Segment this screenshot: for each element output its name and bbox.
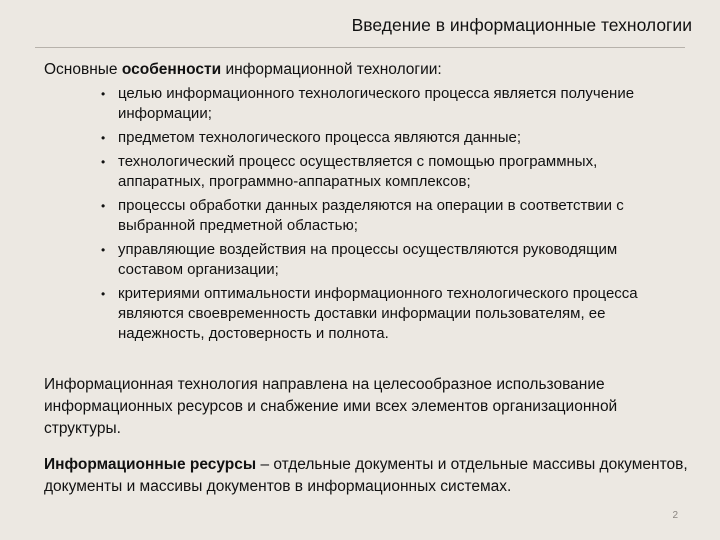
list-item xyxy=(98,284,683,344)
bullet-icon: • xyxy=(101,155,106,169)
list-item xyxy=(98,196,683,236)
list-item-text: критериями оптимальности информационного технологического процесса являются своевременность доставки информации пользователям, ее надежность, достоверность и полнота. xyxy=(118,285,638,342)
list-item xyxy=(98,84,683,124)
resources-term: Информационные ресурсы xyxy=(44,456,257,473)
bullet-icon: • xyxy=(101,243,106,257)
list-item-text: управляющие воздействия на процессы осуществляются руководящим составом организации; xyxy=(118,241,618,278)
intro-line xyxy=(44,60,442,80)
list-item xyxy=(98,240,683,280)
bullet-icon: • xyxy=(101,199,106,213)
bullet-icon: • xyxy=(101,87,106,101)
list-item-text: процессы обработки данных разделяются на операции в соответствии с выбранной предметной областью; xyxy=(118,197,624,234)
list-item-text: технологический процесс осуществляется с помощью программных, аппаратных, программно-аппаратных комплексов; xyxy=(118,153,598,190)
list-item-text: предметом технологического процесса являются данные; xyxy=(118,129,521,146)
bullet-icon: • xyxy=(101,287,106,301)
title-divider xyxy=(35,47,685,48)
paragraph-resources xyxy=(44,454,694,498)
paragraph-technology: Информационная технология направлена на целесообразное использование информационных ресурсов и снабжение ими всех элементов организационной структуры. xyxy=(44,376,618,437)
intro-suffix: информационной технологии: xyxy=(221,61,442,78)
slide-title: Введение в информационные технологии xyxy=(351,15,692,35)
list-item-text: целью информационного технологического процесса является получение информации; xyxy=(118,85,635,122)
resources-definition: – отдельные документы и отдельные массивы документов, документы и массивы документов в информационных системах. xyxy=(44,456,688,495)
intro-prefix: Основные xyxy=(44,61,122,78)
bullet-icon: • xyxy=(101,131,106,145)
intro-bold: особенности xyxy=(121,61,222,78)
list-item xyxy=(98,128,683,148)
list-item xyxy=(98,152,683,192)
page-number: 2 xyxy=(672,510,678,521)
features-list xyxy=(98,84,683,348)
